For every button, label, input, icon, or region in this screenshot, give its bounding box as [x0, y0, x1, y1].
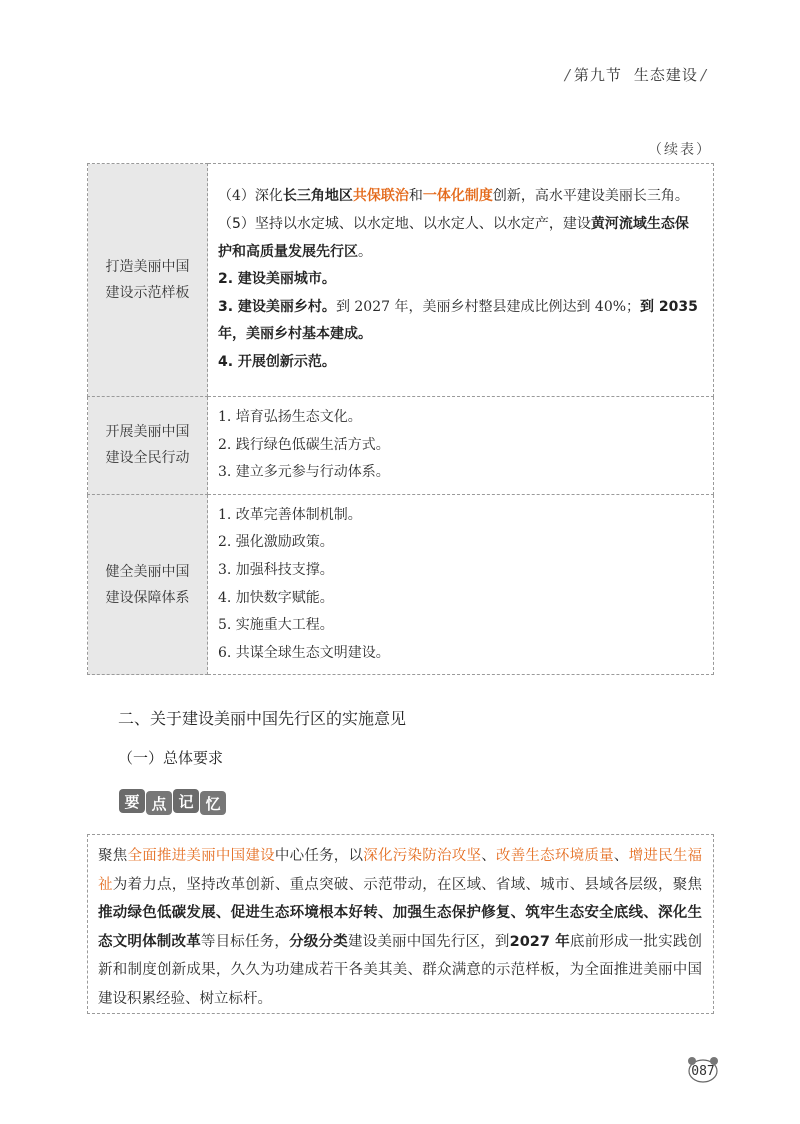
policy-table	[87, 163, 714, 675]
page-number: 087	[683, 1054, 723, 1084]
badge-char: 忆	[200, 791, 226, 815]
continued-label: （续表）	[648, 142, 712, 158]
header-title: 生态建设	[633, 66, 698, 84]
content-cell	[208, 494, 714, 675]
list-item: 4. 加快数字赋能。	[218, 589, 334, 606]
key-points-badge	[119, 790, 226, 814]
category-cell: 健全美丽中国 建设保障体系	[88, 494, 208, 675]
list-item: 2. 强化激励政策。	[218, 534, 334, 551]
section-title: 二、关于建设美丽中国先行区的实施意见	[118, 709, 407, 728]
running-head: / 第九节 生态建设 /	[564, 66, 707, 84]
badge-char: 记	[173, 789, 199, 813]
list-item: 1. 培育弘扬生态文化。	[218, 409, 362, 425]
badge-char: 点	[146, 791, 172, 815]
table-row	[88, 397, 714, 495]
badge-char: 要	[119, 789, 145, 813]
list-item: 4. 开展创新示范。	[218, 353, 336, 370]
subsection-title: （一）总体要求	[118, 749, 224, 767]
list-item: 3. 建立多元参与行动体系。	[218, 464, 390, 481]
list-item: 2. 建设美丽城市。	[218, 271, 336, 288]
list-item: 1. 改革完善体制机制。	[218, 506, 362, 523]
category-cell: 打造美丽中国 建设示范样板	[88, 164, 208, 397]
content-cell	[208, 164, 714, 397]
list-item: （4）深化长三角地区共保联治和一体化制度创新，高水平建设美丽长三角。	[218, 188, 689, 205]
list-item: 3. 加强科技支撑。	[218, 561, 334, 578]
list-item: 6. 共谋全球生态文明建设。	[218, 644, 390, 661]
content-cell	[208, 397, 714, 495]
category-cell: 开展美丽中国 建设全民行动	[88, 397, 208, 495]
table-row	[88, 164, 714, 397]
header-section: 第九节	[573, 66, 622, 84]
table-row	[88, 494, 714, 675]
list-item: 5. 实施重大工程。	[218, 617, 334, 634]
list-item: （5）坚持以水定城、以水定地、以水定人、以水定产，建设黄河流域生态保护和高质量发展先行区。	[218, 216, 689, 260]
list-item: 3. 建设美丽乡村。到 2027 年，美丽乡村整县建成比例达到 40%；到 2035 年，美丽乡村基本建成。	[218, 298, 698, 343]
key-points-box: 聚焦全面推进美丽中国建设中心任务，以深化污染防治攻坚、改善生态环境质量、增进民生福祉为着力点，坚持改革创新、重点突破、示范带动，在区域、省域、城市、县域各层级，聚焦推动绿色低碳发展、促进生态环境根本好转、加强生态保护修复、筑牢生态安全底线、深化生态文明体制改革等目标任务，分级分类建设美丽中国先行区，到2027 年底前形成一批实践创新和制度创新成果，久久为功建成若干各美其美、群众满意的示范样板，为全面推进美丽中国建设积累经验、树立标杆。	[87, 834, 714, 1014]
list-item: 2. 践行绿色低碳生活方式。	[218, 436, 390, 453]
